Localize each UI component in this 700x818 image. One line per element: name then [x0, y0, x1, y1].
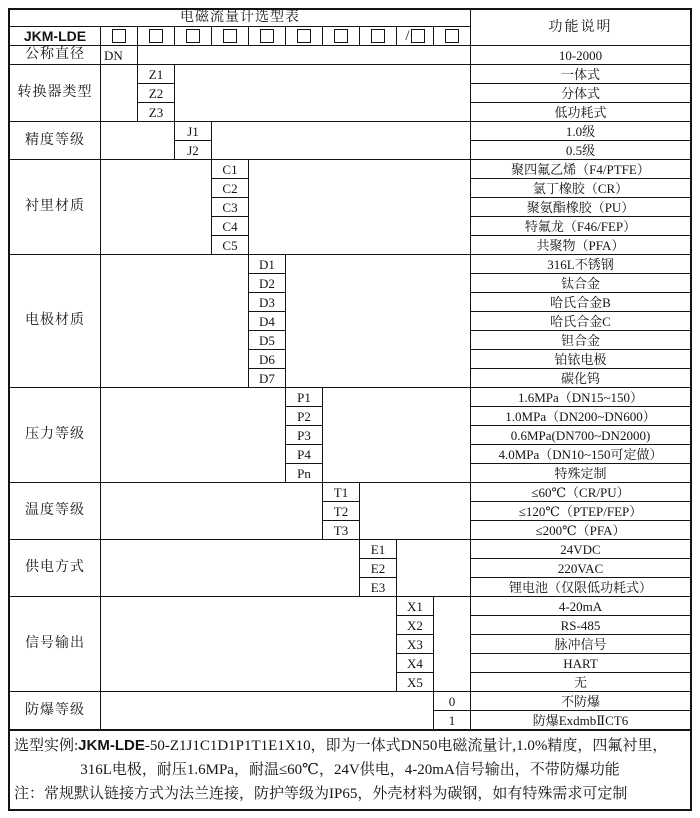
desc-cell-x2: RS-485 [471, 616, 690, 634]
desc-cell-d1: 316L不锈钢 [471, 255, 690, 273]
desc-cell-p2: 1.0MPa（DN200~DN600） [471, 407, 690, 425]
code-cell-d1: D1 [249, 255, 285, 273]
desc-cell-d2: 钛合金 [471, 274, 690, 292]
code-cell-d4: D4 [249, 312, 285, 330]
code-cell-z2: Z2 [138, 84, 174, 102]
code-cell-t1: T1 [323, 483, 359, 501]
code-cell-dn: DN [101, 46, 137, 64]
code-cell-x5: X5 [397, 673, 433, 691]
desc-cell-d7: 碳化钨 [471, 369, 690, 387]
checkbox-cell-6[interactable] [286, 27, 322, 45]
code-cell-j1: J1 [175, 122, 211, 140]
spacer-cell [249, 160, 470, 254]
code-cell-c4: C4 [212, 217, 248, 235]
note-line: 注：常规默认链接方式为法兰连接，防护等级为IP65，外壳材料为碳钢，如有特殊需求可定制 [14, 786, 628, 802]
spacer-cell [101, 540, 359, 596]
checkbox-cell-10[interactable] [434, 27, 470, 45]
checkbox-cell-4[interactable] [212, 27, 248, 45]
desc-cell-t1: ≤60℃（CR/PU） [471, 483, 690, 501]
code-cell-p3: P3 [286, 426, 322, 444]
checkbox-icon[interactable] [260, 29, 274, 43]
checkbox-cell-8[interactable] [360, 27, 396, 45]
table-footer [10, 729, 690, 809]
checkbox-icon[interactable] [445, 29, 459, 43]
code-cell-t2: T2 [323, 502, 359, 520]
desc-cell-z2: 分体式 [471, 84, 690, 102]
checkbox-cell-5[interactable] [249, 27, 285, 45]
desc-cell-1: 防爆ExdmbⅡCT6 [471, 711, 690, 729]
desc-cell-j1: 1.0级 [471, 122, 690, 140]
desc-cell-p1: 1.6MPa（DN15~150） [471, 388, 690, 406]
desc-cell-c4: 特氟龙（F46/FEP） [471, 217, 690, 235]
code-cell-z1: Z1 [138, 65, 174, 83]
table-title: 电磁流量计选型表 [10, 10, 470, 26]
desc-cell-c2: 氯丁橡胶（CR） [471, 179, 690, 197]
spacer-cell [101, 597, 396, 691]
example-line-2: 316L电极，耐压1.6MPa，耐温≤60℃，24V供电，4-20mA信号输出，不带防爆功能 [80, 762, 620, 778]
desc-cell-x5: 无 [471, 673, 690, 691]
code-cell-e1: E1 [360, 540, 396, 558]
spacer-cell [175, 65, 470, 121]
section-label-lining-material: 衬里材质 [10, 160, 100, 254]
selection-table [8, 8, 692, 811]
desc-cell-dn: 10-2000 [471, 46, 690, 64]
code-cell-x2: X2 [397, 616, 433, 634]
example-model: JKM-LDE [78, 737, 145, 754]
code-cell-p1: P1 [286, 388, 322, 406]
code-cell-d7: D7 [249, 369, 285, 387]
section-label-temperature-rating: 温度等级 [10, 483, 100, 539]
code-cell-e3: E3 [360, 578, 396, 596]
spacer-cell [101, 255, 248, 387]
example-label: 选型实例: [14, 738, 79, 754]
checkbox-icon[interactable] [186, 29, 200, 43]
desc-cell-c3: 聚氨酯橡胶（PU） [471, 198, 690, 216]
checkbox-cell-9[interactable] [397, 27, 433, 45]
spacer-cell [212, 122, 470, 159]
desc-cell-t2: ≤120℃（PTEP/FEP） [471, 502, 690, 520]
desc-cell-c1: 聚四氟乙烯（F4/PTFE） [471, 160, 690, 178]
code-cell-t3: T3 [323, 521, 359, 539]
code-cell-x3: X3 [397, 635, 433, 653]
desc-cell-x1: 4-20mA [471, 597, 690, 615]
spacer-cell [101, 483, 322, 539]
spacer-cell [360, 483, 470, 539]
checkbox-icon[interactable] [112, 29, 126, 43]
code-cell-pn: Pn [286, 464, 322, 482]
checkbox-cell-1[interactable] [101, 27, 137, 45]
code-cell-d6: D6 [249, 350, 285, 368]
code-cell-z3: Z3 [138, 103, 174, 121]
code-cell-x1: X1 [397, 597, 433, 615]
desc-cell-d3: 哈氏合金B [471, 293, 690, 311]
desc-cell-pn: 特殊定制 [471, 464, 690, 482]
code-cell-d3: D3 [249, 293, 285, 311]
desc-cell-p3: 0.6MPa(DN700~DN2000) [471, 426, 690, 444]
desc-cell-d6: 铂铱电极 [471, 350, 690, 368]
checkbox-icon[interactable] [334, 29, 348, 43]
section-label-electrode-material: 电极材质 [10, 255, 100, 387]
desc-cell-0: 不防爆 [471, 692, 690, 710]
slash-separator: / [405, 27, 410, 44]
code-cell-p4: P4 [286, 445, 322, 463]
checkbox-icon[interactable] [297, 29, 311, 43]
desc-cell-c5: 共聚物（PFA） [471, 236, 690, 254]
spacer-cell [323, 388, 470, 482]
code-cell-p2: P2 [286, 407, 322, 425]
checkbox-icon[interactable] [371, 29, 385, 43]
code-cell-e2: E2 [360, 559, 396, 577]
spacer-cell [397, 540, 470, 596]
desc-cell-e1: 24VDC [471, 540, 690, 558]
function-description-header: 功能说明 [471, 10, 690, 45]
spacer-cell [101, 388, 285, 482]
code-cell-d2: D2 [249, 274, 285, 292]
section-label-accuracy-class: 精度等级 [10, 122, 100, 159]
checkbox-cell-3[interactable] [175, 27, 211, 45]
desc-cell-x3: 脉冲信号 [471, 635, 690, 653]
example-line-1 [12, 734, 688, 758]
desc-cell-p4: 4.0MPa（DN10~150可定做） [471, 445, 690, 463]
section-label-signal-output: 信号输出 [10, 597, 100, 691]
section-label-converter-type: 转换器类型 [10, 65, 100, 121]
code-cell-0: 0 [434, 692, 470, 710]
desc-cell-e3: 锂电池（仅限低功耗式） [471, 578, 690, 596]
section-label-explosion-proof: 防爆等级 [10, 692, 100, 729]
checkbox-icon[interactable] [149, 29, 163, 43]
spacer-cell [138, 46, 470, 64]
section-label-pressure-rating: 压力等级 [10, 388, 100, 482]
spacer-cell [101, 65, 137, 121]
code-cell-c3: C3 [212, 198, 248, 216]
code-cell-1: 1 [434, 711, 470, 729]
code-cell-c1: C1 [212, 160, 248, 178]
code-cell-j2: J2 [175, 141, 211, 159]
desc-cell-d5: 钽合金 [471, 331, 690, 349]
checkbox-cell-2[interactable] [138, 27, 174, 45]
desc-cell-z1: 一体式 [471, 65, 690, 83]
spacer-cell [101, 160, 211, 254]
desc-cell-t3: ≤200℃（PFA） [471, 521, 690, 539]
code-cell-x4: X4 [397, 654, 433, 672]
selection-grid [10, 10, 690, 729]
desc-cell-x4: HART [471, 654, 690, 672]
code-cell-c5: C5 [212, 236, 248, 254]
desc-cell-e2: 220VAC [471, 559, 690, 577]
example-rest: -50-Z1J1C1D1P1T1E1X10，即为一体式DN50电磁流量计,1.0%精度，四氟衬里， [144, 738, 668, 754]
section-label-power-supply: 供电方式 [10, 540, 100, 596]
spacer-cell [101, 122, 174, 159]
desc-cell-j2: 0.5级 [471, 141, 690, 159]
code-cell-d5: D5 [249, 331, 285, 349]
checkbox-cell-7[interactable] [323, 27, 359, 45]
code-cell-c2: C2 [212, 179, 248, 197]
checkbox-icon[interactable] [411, 29, 425, 43]
desc-cell-z3: 低功耗式 [471, 103, 690, 121]
desc-cell-d4: 哈氏合金C [471, 312, 690, 330]
checkbox-icon[interactable] [223, 29, 237, 43]
spacer-cell [286, 255, 470, 387]
model-prefix-cell: JKM-LDE [10, 27, 100, 45]
spacer-cell [101, 692, 433, 729]
section-label-nominal-diameter: 公称直径 [10, 46, 100, 64]
spacer-cell [434, 597, 470, 691]
